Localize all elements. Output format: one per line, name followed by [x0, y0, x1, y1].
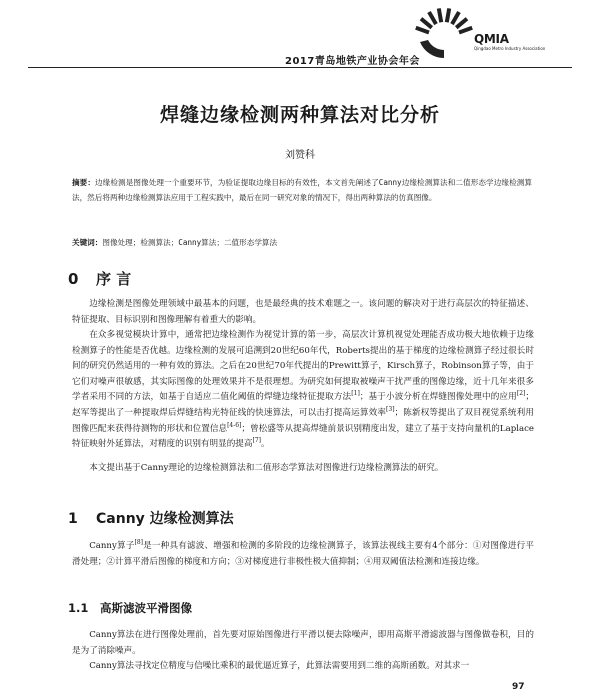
- citation: [1]: [351, 390, 360, 398]
- page-number: 97: [512, 682, 525, 692]
- text-run: 是一种具有滤波、增强和检测的多阶段的边缘检测算子，该算法视线主要有4个部分：①对图像进行平滑处理；②计算平滑后图像的梯度和方向；③对梯度进行非极性极大值抑制；④用双阈值法检测和连接边缘。: [72, 541, 534, 567]
- text-run: ；曾松盛等从提高焊缝前景识别精度出发，建立了基于支持向量机的Laplace特征映射外延算法，对精度的识别有明显的提高: [72, 423, 534, 450]
- text-run: 在众多视觉模块计算中，通常把边缘检测作为视觉计算的第一步，高层次计算机视觉处理能否成功极大地依赖于边缘检测算子的性能是否优越。边缘检测的发展可追溯到20世纪60年代，Roberts提出的基于梯度的边缘检测算子经过很长时间的研究仍然适用的一种有效的算法。之后在20世纪70年代提出的Prewitt算子，Kirsch算子，Robinson算子等，由于它们对噪声很敏感，其实际图像的处理效果并不是很理想。为研究如何提取被噪声干扰严重的图像边缘，近十几年来很多学者采用不同的方法，如基于自适应二值化阈值的焊缝边缘特征提取方法: [72, 330, 534, 403]
- paragraph-intro-3: 本文提出基于Canny理论的边缘检测算法和二值形态学算法对图像进行边缘检测算法的研究。: [89, 463, 444, 473]
- sunburst-logo-icon: [414, 2, 474, 62]
- text-run: ；基于小波分析在焊缝图像处理中的应用: [359, 392, 517, 403]
- keywords: [72, 235, 532, 250]
- section-heading-1: [68, 508, 234, 528]
- section-title: Canny 边缘检测算法: [96, 511, 234, 527]
- paper-author: 刘赞科: [285, 150, 315, 161]
- citation: [8]: [134, 539, 143, 547]
- subsection-number: 1.1: [68, 601, 89, 615]
- citation: [7]: [252, 437, 261, 445]
- qmia-logo: [430, 4, 580, 64]
- text-run: ；陈新权等提出了双目视觉系统利用图像匹配来获得待测物的形状和位置信息: [72, 407, 534, 434]
- abstract-text: 边缘检测是图像处理一个重要环节，为验证提取边缘目标的有效性，本文首先阐述了Canny边缘检测算法和二值形态学边缘检测算法，然后将两种边缘检测算法应用于工程实践中，最后在同一研究对象的情况下，得出两种算法的仿真图像。: [72, 178, 533, 202]
- text-run: ；赵军等提出了一种提取焊后焊缝结构光特征线的快速算法，可以击打提高运算效率: [72, 392, 534, 418]
- conference-header: 2017青岛地铁产业协会年会: [285, 56, 420, 67]
- logo-subtitle: Qingdao Metro Industry Association: [474, 46, 546, 51]
- abstract-label: 摘要：: [72, 178, 96, 187]
- section-number: 0: [68, 270, 79, 288]
- section-heading-0: [68, 268, 131, 289]
- keywords-text: 图像处理；检测算法；Canny算法；二值形态学算法: [102, 238, 278, 247]
- text-run: Canny算子: [89, 541, 135, 551]
- text-run: 。: [260, 439, 270, 450]
- section-number: 1: [68, 511, 78, 527]
- paragraph-gauss-1: Canny算法在进行图像处理前，首先要对原始图像进行平滑以便去除噪声，即用高斯平滑滤波器与图像做卷积，目的是为了消除噪声。: [72, 630, 534, 656]
- section-title: 序 言: [96, 270, 132, 288]
- subsection-title: 高斯滤波平滑图像: [100, 601, 192, 615]
- citation: [2]: [516, 390, 526, 398]
- subsection-heading-1-1: [68, 600, 192, 616]
- paragraph-intro-2: [72, 328, 534, 453]
- citation: [4-6]: [227, 421, 242, 429]
- paragraph-canny-1: [72, 539, 534, 570]
- running-header: [0, 0, 600, 72]
- logo-wordmark: QMIA: [474, 32, 509, 46]
- header-rule: [28, 67, 572, 68]
- paragraph-intro-1: 边缘检测是图像处理领域中最基本的问题，也是最经典的技术难题之一。该问题的解决对于进行高层次的特征描述、特征提取、目标识别和图像理解有着重大的影响。: [72, 299, 534, 325]
- paragraph-gauss-2: Canny算法寻找定位精度与信噪比乘积的最优逼近算子，此算法需要用到二维的高斯函数。对其求一: [89, 661, 470, 671]
- citation: [3]: [386, 406, 395, 414]
- keywords-label: 关键词：: [72, 238, 103, 247]
- abstract: [72, 175, 532, 205]
- paper-title: 焊缝边缘检测两种算法对比分析: [159, 104, 440, 126]
